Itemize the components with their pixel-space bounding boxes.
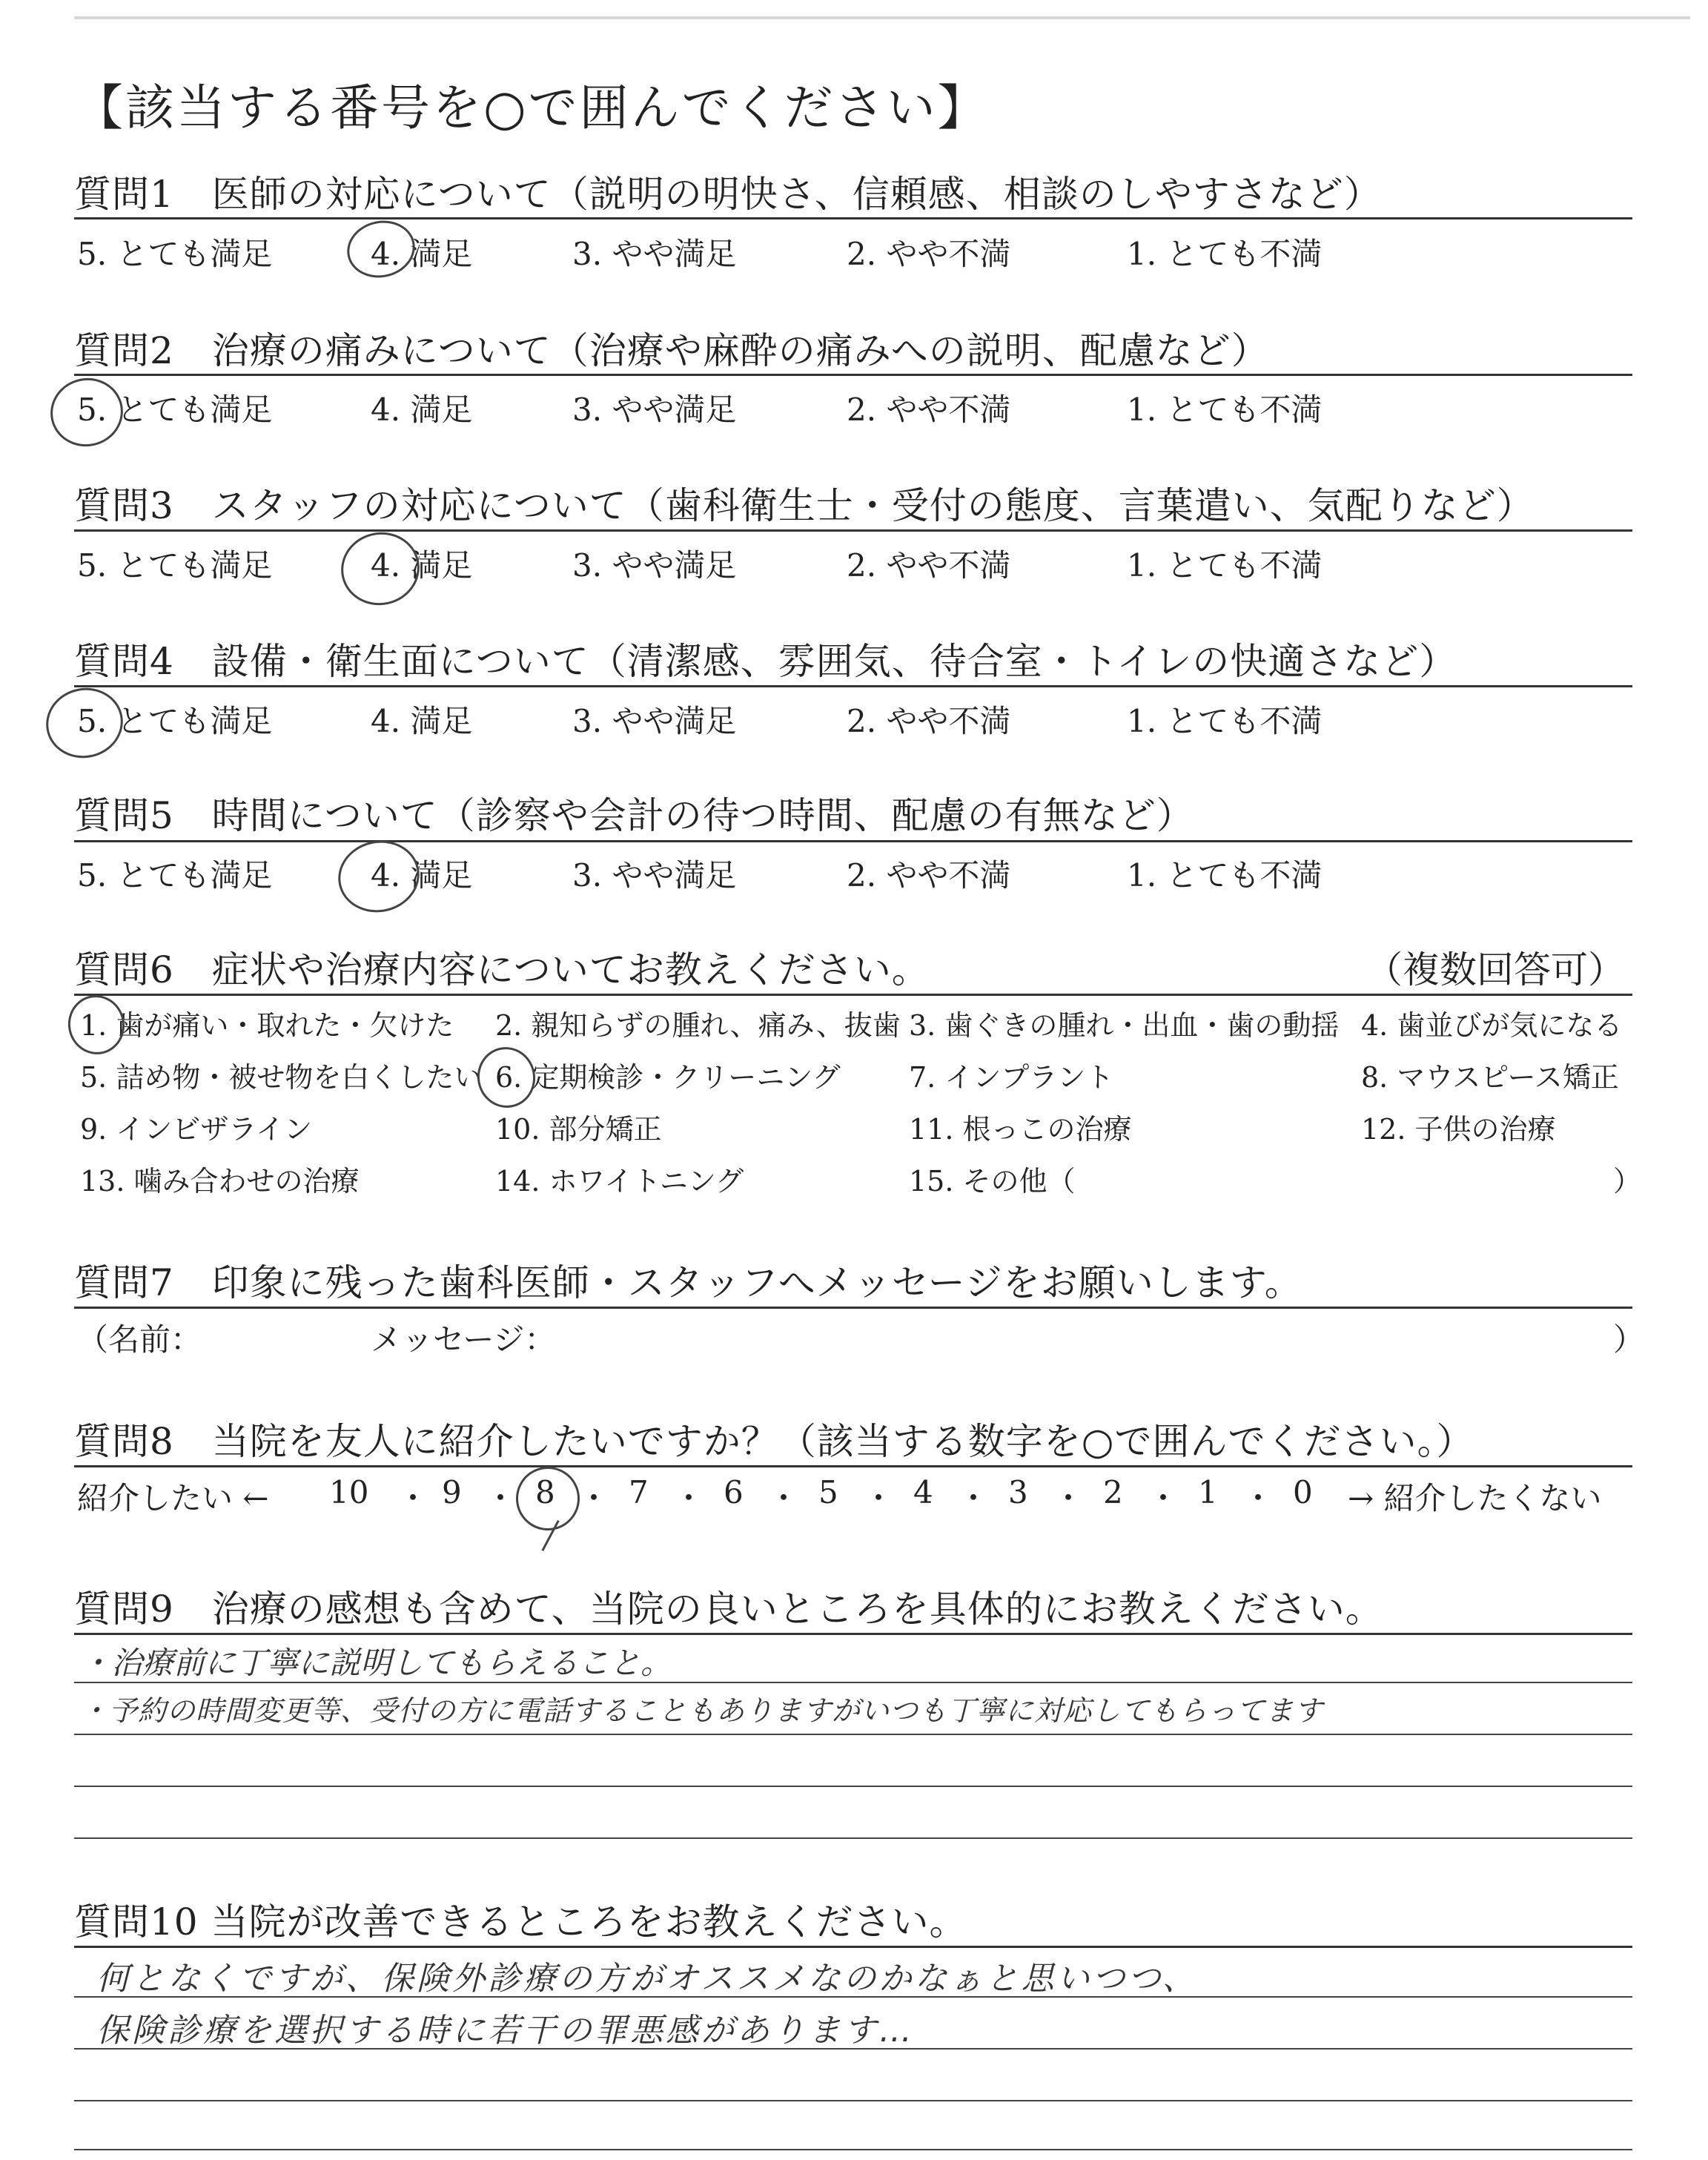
question-2-rule	[74, 374, 1632, 376]
q4-option-5[interactable]: 5. とても満足	[77, 703, 273, 739]
q6-option-6[interactable]: 6. 定期検診・クリーニング	[495, 1061, 841, 1094]
q8-score-0[interactable]: 0	[1293, 1474, 1313, 1510]
question-5-options	[0, 851, 1708, 896]
q3-option-2[interactable]: 2. やや不満	[847, 547, 1011, 584]
question-7-title: 質問7 印象に残った歯科医師・スタッフへメッセージをお願いします。	[74, 1261, 1302, 1304]
question-5-rule	[74, 840, 1632, 842]
q5-option-5[interactable]: 5. とても満足	[77, 857, 273, 894]
question-5-title: 質問5 時間について（診察や会計の待つ時間、配慮の有無など）	[74, 794, 1194, 837]
question-10-rule	[74, 1946, 1632, 1948]
q5-option-1[interactable]: 1. とても不満	[1127, 857, 1323, 894]
q8-score-8[interactable]: 8	[535, 1474, 555, 1510]
q6-option-15-close: ）	[1613, 1165, 1642, 1198]
question-4-title: 質問4 設備・衛生面について（清潔感、雰囲気、待合室・トイレの快適さなど）	[74, 640, 1457, 683]
question-8-title: 質問8 当院を友人に紹介したいですか？（該当する数字を○で囲んでください。）	[74, 1420, 1474, 1463]
q4-option-3[interactable]: 3. やや満足	[572, 703, 737, 739]
q6-option-10[interactable]: 10. 部分矯正	[495, 1113, 662, 1146]
q5-selection-circle	[331, 833, 426, 920]
q7-name-label: （名前：	[77, 1321, 202, 1358]
q10-answer-line-2: 保険診療を選択する時に若干の罪悪感があります…	[96, 2012, 915, 2050]
q1-option-3[interactable]: 3. やや満足	[572, 236, 737, 272]
question-9-rule	[74, 1633, 1632, 1635]
q6-option-5[interactable]: 5. 詰め物・被せ物を白くしたい	[80, 1061, 483, 1094]
q9-line-3	[74, 1786, 1632, 1787]
question-3-title: 質問3 スタッフの対応について（歯科衛生士・受付の態度、言葉遣い、気配りなど）	[74, 484, 1535, 527]
q9-answer-line-2: ・予約の時間変更等、受付の方に電話することもありますがいつも丁寧に対応してもらってます	[80, 1694, 1324, 1727]
q6-option-13[interactable]: 13. 噛み合わせの治療	[80, 1165, 360, 1198]
question-1-rule	[74, 217, 1632, 219]
q8-score-10[interactable]: 10	[329, 1474, 369, 1510]
q8-score-4[interactable]: 4	[913, 1474, 933, 1510]
q10-line-4	[74, 2149, 1632, 2150]
q3-selection-circle	[334, 525, 426, 612]
q7-close-paren: ）	[1613, 1321, 1645, 1358]
q6-option-7[interactable]: 7. インプラント	[909, 1061, 1114, 1094]
q6-option-3[interactable]: 3. 歯ぐきの腫れ・出血・歯の動揺	[909, 1009, 1340, 1042]
q5-option-3[interactable]: 3. やや満足	[572, 857, 737, 894]
q6-option-11[interactable]: 11. 根っこの治療	[909, 1113, 1132, 1146]
q8-score-6[interactable]: 6	[724, 1474, 744, 1510]
q8-score-2[interactable]: 2	[1103, 1474, 1123, 1510]
q5-option-2[interactable]: 2. やや不満	[847, 857, 1011, 894]
q10-line-1	[74, 1996, 1632, 1998]
q6-option-15[interactable]: 15. その他（	[909, 1165, 1076, 1198]
q2-selection-circle	[44, 371, 130, 453]
q7-message-label: メッセージ：	[371, 1321, 556, 1358]
q4-option-2[interactable]: 2. やや不満	[847, 703, 1011, 739]
q8-score-5[interactable]: 5	[818, 1474, 838, 1510]
q4-selection-circle	[39, 681, 129, 765]
q9-line-4	[74, 1837, 1632, 1839]
top-border	[74, 16, 1690, 19]
q8-score-7[interactable]: 7	[629, 1474, 649, 1510]
q10-answer-line-1: 何となくですが、保険外診療の方がオススメなのかなぁと思いつつ、	[96, 1960, 1198, 1998]
q1-option-2[interactable]: 2. やや不満	[847, 236, 1011, 272]
q6-option-4[interactable]: 4. 歯並びが気になる	[1361, 1009, 1623, 1042]
q6-option-8[interactable]: 8. マウスピース矯正	[1361, 1061, 1619, 1094]
question-6-note: （複数回答可）	[1366, 948, 1625, 991]
q1-option-4[interactable]: 4. 満足	[371, 236, 473, 272]
q10-line-2	[74, 2048, 1632, 2050]
q6-option-14[interactable]: 14. ホワイトニング	[495, 1165, 744, 1198]
question-4-options	[0, 697, 1708, 742]
question-9-title: 質問9 治療の感想も含めて、当院の良いところを具体的にお教えください。	[74, 1588, 1383, 1631]
q9-line-1	[74, 1682, 1632, 1683]
q9-line-2	[74, 1734, 1632, 1735]
q10-line-3	[74, 2100, 1632, 2101]
q2-option-2[interactable]: 2. やや不満	[847, 392, 1011, 428]
question-6-title: 質問6 症状や治療内容についてお教えください。	[74, 948, 930, 991]
question-2-options	[0, 386, 1708, 430]
q3-option-4[interactable]: 4. 満足	[371, 547, 473, 584]
q6-option-9[interactable]: 9. インビザライン	[80, 1113, 313, 1146]
question-2-title: 質問2 治療の痛みについて（治療や麻酔の痛みへの説明、配慮など）	[74, 329, 1269, 372]
form-title: 【該当する番号を○で囲んでください】	[74, 79, 989, 136]
q2-option-3[interactable]: 3. やや満足	[572, 392, 737, 428]
q1-option-1[interactable]: 1. とても不満	[1127, 236, 1323, 272]
q2-option-1[interactable]: 1. とても不満	[1127, 392, 1323, 428]
q4-option-4[interactable]: 4. 満足	[371, 703, 473, 739]
q5-option-4[interactable]: 4. 満足	[371, 857, 473, 894]
question-8-rule	[74, 1465, 1632, 1467]
q6-option-2[interactable]: 2. 親知らずの腫れ、痛み、抜歯	[495, 1009, 901, 1042]
question-6-rule	[74, 994, 1632, 996]
q6-selection-circle-1	[63, 990, 130, 1060]
q8-left-label: 紹介したい ←	[77, 1480, 269, 1516]
q3-option-5[interactable]: 5. とても満足	[77, 547, 273, 584]
q8-score-3[interactable]: 3	[1008, 1474, 1028, 1510]
q9-answer-line-1: ・治療前に丁寧に説明してもらえること。	[80, 1645, 672, 1681]
question-1-options	[0, 230, 1708, 274]
q3-option-3[interactable]: 3. やや満足	[572, 547, 737, 584]
question-7-rule	[74, 1307, 1632, 1309]
q4-option-1[interactable]: 1. とても不満	[1127, 703, 1323, 739]
question-3-options	[0, 541, 1708, 586]
question-10-title: 質問10 当院が改善できるところをお教えください。	[74, 1900, 967, 1943]
question-3-rule	[74, 529, 1632, 532]
q2-option-5[interactable]: 5. とても満足	[77, 392, 273, 428]
q8-right-label: → 紹介したくない	[1348, 1480, 1602, 1516]
question-8-scale: 紹介したい ← 10 ・ 9 ・ 8 ・ 7 ・ 6 ・ 5 ・ 4 ・ 3 ・ 2 ・ 1 ・ 0 → 紹介したくない	[0, 1474, 1708, 1519]
q1-option-5[interactable]: 5. とても満足	[77, 236, 273, 272]
q8-selection-circle	[510, 1461, 586, 1536]
q6-selection-circle-6	[471, 1042, 540, 1113]
question-4-rule	[74, 685, 1632, 687]
q8-score-9[interactable]: 9	[442, 1474, 462, 1510]
q3-option-1[interactable]: 1. とても不満	[1127, 547, 1323, 584]
question-1-title: 質問1 医師の対応について（説明の明快さ、信頼感、相談のしやすさなど）	[74, 173, 1382, 216]
q6-option-1[interactable]: 1. 歯が痛い・取れた・欠けた	[80, 1009, 454, 1042]
q6-option-12[interactable]: 12. 子供の治療	[1361, 1113, 1556, 1146]
q8-score-1[interactable]: 1	[1198, 1474, 1218, 1510]
q2-option-4[interactable]: 4. 満足	[371, 392, 473, 428]
